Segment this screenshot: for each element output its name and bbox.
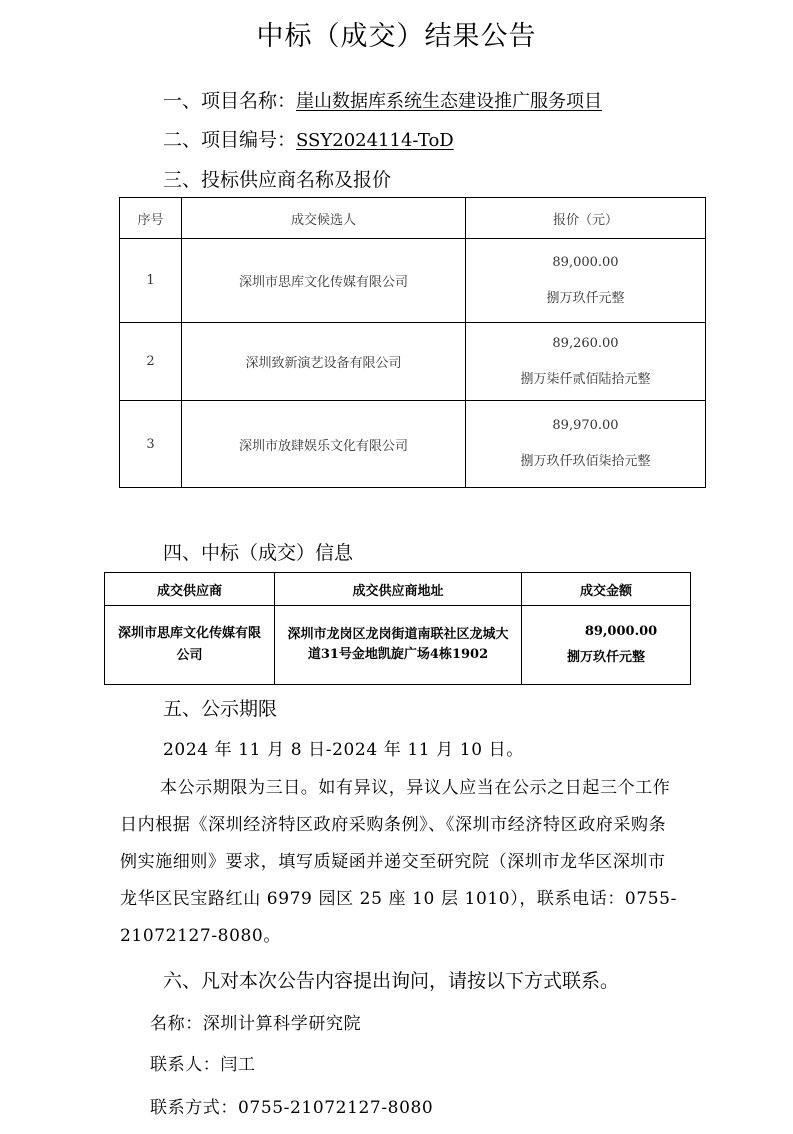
contact-org-name: 名称：深圳计算科学研究院: [150, 1014, 362, 1034]
contact-person: 联系人：闫工: [150, 1055, 256, 1075]
section5-heading: 五、公示期限: [163, 698, 278, 720]
table-row: [120, 323, 706, 401]
bids-table-header: [120, 198, 706, 239]
award-address: 深圳市龙岗区龙岗街道南联社区龙城大道31号金地凯旋广场4栋1902: [275, 606, 522, 685]
project-no-label: 二、项目编号：: [163, 129, 297, 151]
row-no: 2: [120, 323, 182, 401]
project-name-line: [163, 86, 602, 113]
section3-heading: 三、投标供应商名称及报价: [163, 169, 392, 191]
project-name-value: 崖山数据库系统生态建设推广服务项目: [296, 91, 603, 112]
row-price-number: 89,000.00: [552, 254, 619, 270]
award-amount: [522, 606, 691, 685]
col-no-header: 序号: [120, 198, 182, 239]
row-price: [466, 239, 706, 323]
objection-notice: 本公示期限为三日。如有异议，异议人应当在公示之日起三个工作日内根据《深圳经济特区政府采购条例》、《深圳市经济特区政府采购条例实施细则》要求，填写质疑函并递交至研究院（深圳市龙华区深圳市龙华区民宝路红山 6979 园区 25 座 10 层 1010），联系电话：0755-21072127-8080。: [120, 778, 677, 946]
row-no: 3: [120, 401, 182, 488]
project-no-line: [163, 125, 454, 152]
table-row: [105, 606, 691, 685]
row-price: [466, 323, 706, 401]
col-candidate-header: 成交候选人: [182, 198, 466, 239]
row-candidate: 深圳市思库文化传媒有限公司: [182, 239, 466, 323]
col-price-header: 报价（元）: [466, 198, 706, 239]
award-supplier: 深圳市思库文化传媒有限公司: [105, 606, 275, 685]
row-candidate: 深圳市放肆娱乐文化有限公司: [182, 401, 466, 488]
row-price-words: 捌万柒仟贰佰陆拾元整: [520, 371, 651, 387]
row-price-number: 89,970.00: [552, 418, 619, 433]
bids-table: [119, 197, 706, 488]
award-table: [104, 572, 691, 685]
section4-heading: 四、中标（成交）信息: [163, 542, 354, 564]
notice-period: 2024 年 11 月 8 日-2024 年 11 月 10 日。: [163, 740, 524, 760]
table-row: [120, 239, 706, 323]
contact-phone: 联系方式：0755-21072127-8080: [150, 1098, 434, 1118]
row-no: 1: [120, 239, 182, 323]
row-price-words: 捌万玖仟玖佰柒拾元整: [520, 454, 651, 469]
col-address-header: 成交供应商地址: [275, 573, 522, 606]
project-name-label: 一、项目名称：: [163, 90, 297, 112]
row-price: [466, 401, 706, 488]
award-amount-words: 捌万玖仟元整: [566, 650, 645, 665]
row-price-number: 89,260.00: [552, 335, 619, 351]
award-table-header: [105, 573, 691, 606]
section6-heading: 六、凡对本次公告内容提出询问，请按以下方式联系。: [163, 970, 620, 992]
col-amount-header: 成交金额: [522, 573, 691, 606]
project-no-value: SSY2024114-ToD: [296, 130, 454, 151]
award-amount-number: 89,000.00: [584, 624, 658, 639]
row-candidate: 深圳致新演艺设备有限公司: [182, 323, 466, 401]
col-supplier-header: 成交供应商: [105, 573, 275, 606]
page-title: 中标（成交）结果公告: [256, 21, 537, 52]
table-row: [120, 401, 706, 488]
row-price-words: 捌万玖仟元整: [546, 290, 625, 306]
